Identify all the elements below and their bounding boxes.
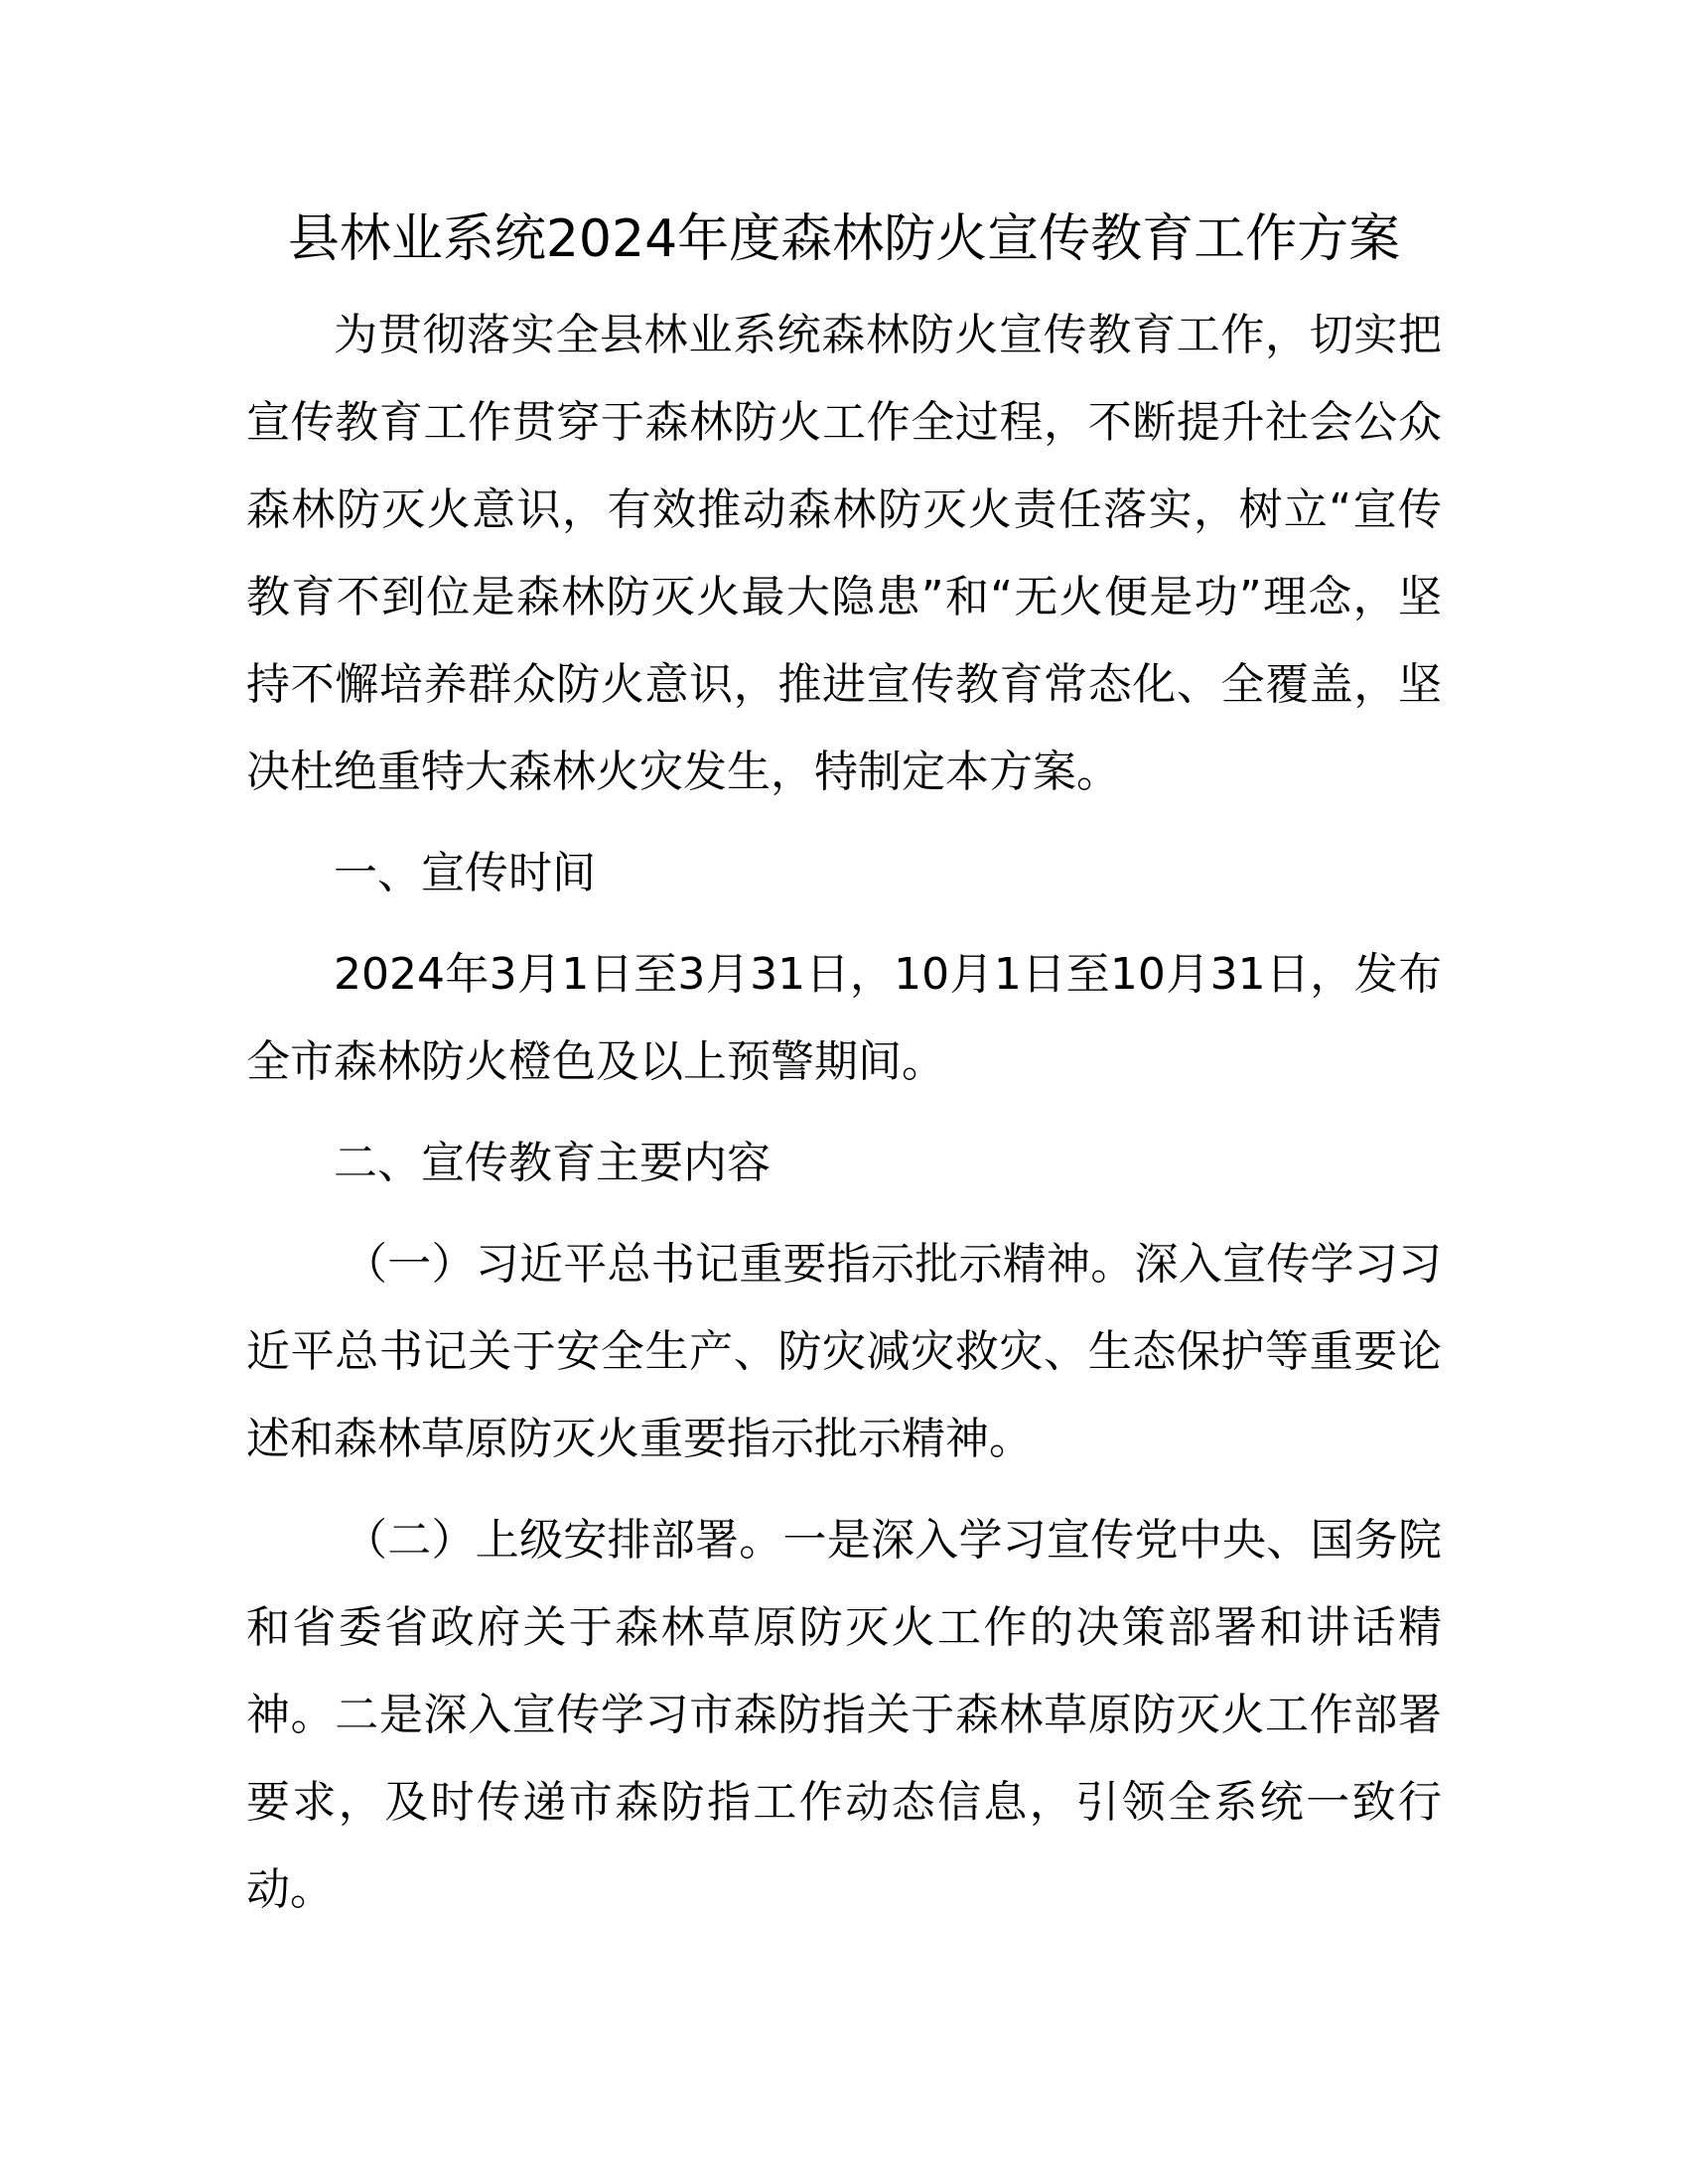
section-heading-time: 一、宣传时间 bbox=[334, 848, 596, 898]
section-heading-content: 二、宣传教育主要内容 bbox=[334, 1138, 771, 1188]
intro-paragraph: 为贯彻落实全县林业系统森林防火宣传教育工作，切实把宣传教育工作贯穿于森林防火工作全过程，不断提升社会公众森林防灭火意识，有效推动森林防灭火责任落实，树立“宣传教育不到位是森林防灭火最大隐患”和“无火便是功”理念，坚持不懈培养群众防火意识，推进宣传教育常态化、全覆盖，坚决杜绝重特大森林火灾发生，特制定本方案。 bbox=[246, 310, 1442, 797]
document-title: 县林业系统2024年度森林防火宣传教育工作方案 bbox=[287, 209, 1401, 269]
subitem-paragraph-1: （一）习近平总书记重要指示批示精神。深入宣传学习习近平总书记关于安全生产、防灾减灾救灾、生态保护等重要论述和森林草原防灭火重要指示批示精神。 bbox=[246, 1239, 1442, 1464]
document-page bbox=[246, 199, 1442, 1948]
subitem-paragraph-2: （二）上级安排部署。一是深入学习宣传党中央、国务院和省委省政府关于森林草原防灭火工作的决策部署和讲话精神。二是深入宣传学习市森防指关于森林草原防灭火工作部署要求，及时传递市森防指工作动态信息，引领全系统一致行动。 bbox=[246, 1515, 1442, 1915]
time-paragraph: 2024年3月1日至3月31日，10月1日至10月31日，发布全市森林防火橙色及以上预警期间。 bbox=[246, 949, 1442, 1087]
